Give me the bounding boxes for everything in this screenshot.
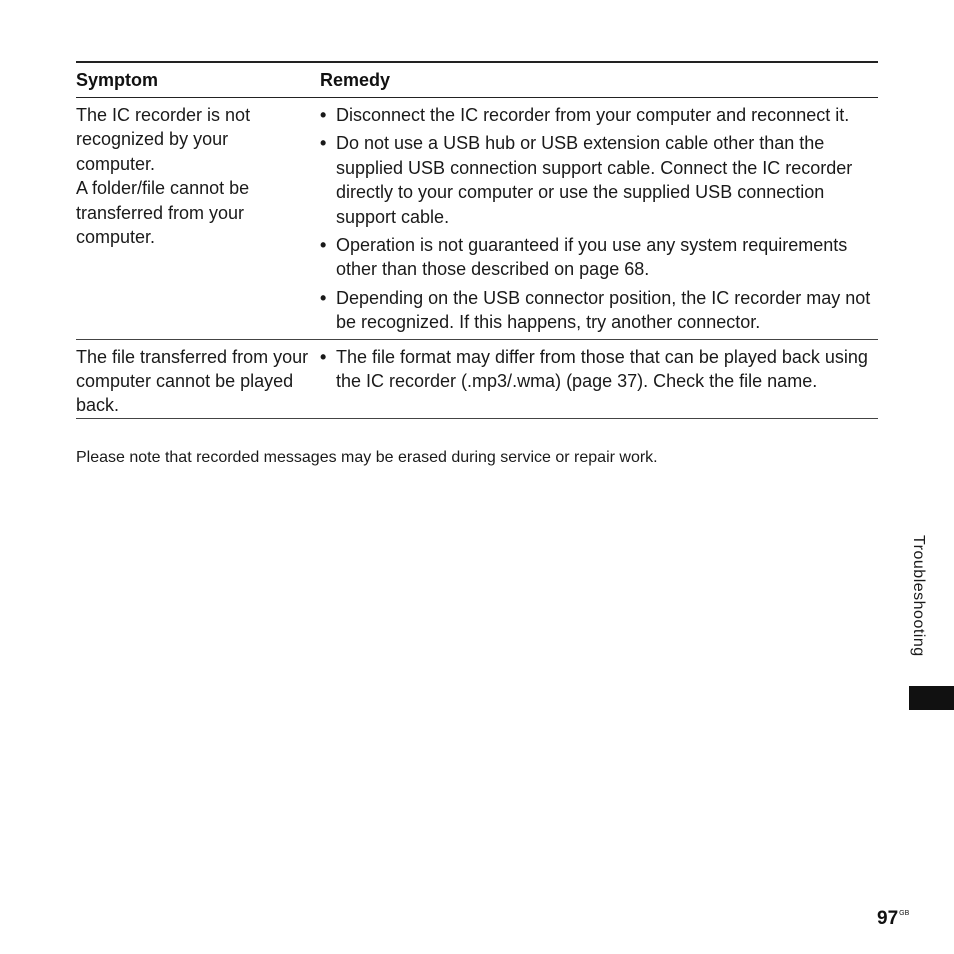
page-number-value: 97 bbox=[877, 908, 899, 929]
remedy-text: Do not use a USB hub or USB extension cable other than the supplied USB connection support cable. Connect the IC recorder directly to your computer or use the supplied USB connection support cable. bbox=[336, 133, 853, 227]
remedy-text: Operation is not guaranteed if you use any system requirements other than those described on page 68. bbox=[336, 235, 848, 280]
bullet-icon: • bbox=[320, 133, 327, 154]
table-header bbox=[76, 63, 878, 98]
remedy-item bbox=[320, 233, 878, 282]
header-remedy: Remedy bbox=[320, 69, 391, 90]
symptom-text: The IC recorder is not recognized by your computer. bbox=[76, 105, 251, 174]
remedy-item bbox=[320, 286, 878, 335]
remedy-cell bbox=[320, 340, 878, 418]
troubleshooting-table bbox=[76, 61, 878, 419]
bullet-icon: • bbox=[320, 235, 327, 256]
bullet-icon: • bbox=[320, 105, 327, 125]
remedy-item bbox=[320, 103, 878, 127]
table-row bbox=[76, 340, 878, 419]
remedy-cell bbox=[320, 98, 878, 339]
bullet-icon: • bbox=[320, 287, 327, 308]
bullet-icon: • bbox=[320, 346, 327, 367]
remedy-text: Depending on the USB connector position, the IC recorder may not be recognized. If this happens, try another connector. bbox=[336, 287, 871, 333]
remedy-text: The file format may differ from those that can be played back using the IC recorder (.mp3/.wma) (page 37). Check the file name. bbox=[336, 346, 868, 392]
service-note: Please note that recorded messages may be erased during service or repair work. bbox=[76, 449, 658, 466]
page-number bbox=[877, 908, 909, 930]
symptom-text: A folder/file cannot be transferred from your computer. bbox=[76, 178, 250, 248]
remedy-item bbox=[320, 131, 878, 229]
remedy-text: Disconnect the IC recorder from your computer and reconnect it. bbox=[336, 105, 850, 125]
symptom-text: The file transferred from your computer cannot be played back. bbox=[76, 346, 309, 416]
page-region-suffix: GB bbox=[899, 910, 910, 917]
symptom-cell bbox=[76, 340, 320, 418]
section-tab-marker bbox=[909, 686, 954, 710]
section-tab-label: Troubleshooting bbox=[910, 535, 927, 657]
symptom-cell bbox=[76, 98, 320, 339]
remedy-item bbox=[320, 345, 878, 394]
header-symptom: Symptom bbox=[76, 69, 159, 90]
table-row bbox=[76, 98, 878, 340]
